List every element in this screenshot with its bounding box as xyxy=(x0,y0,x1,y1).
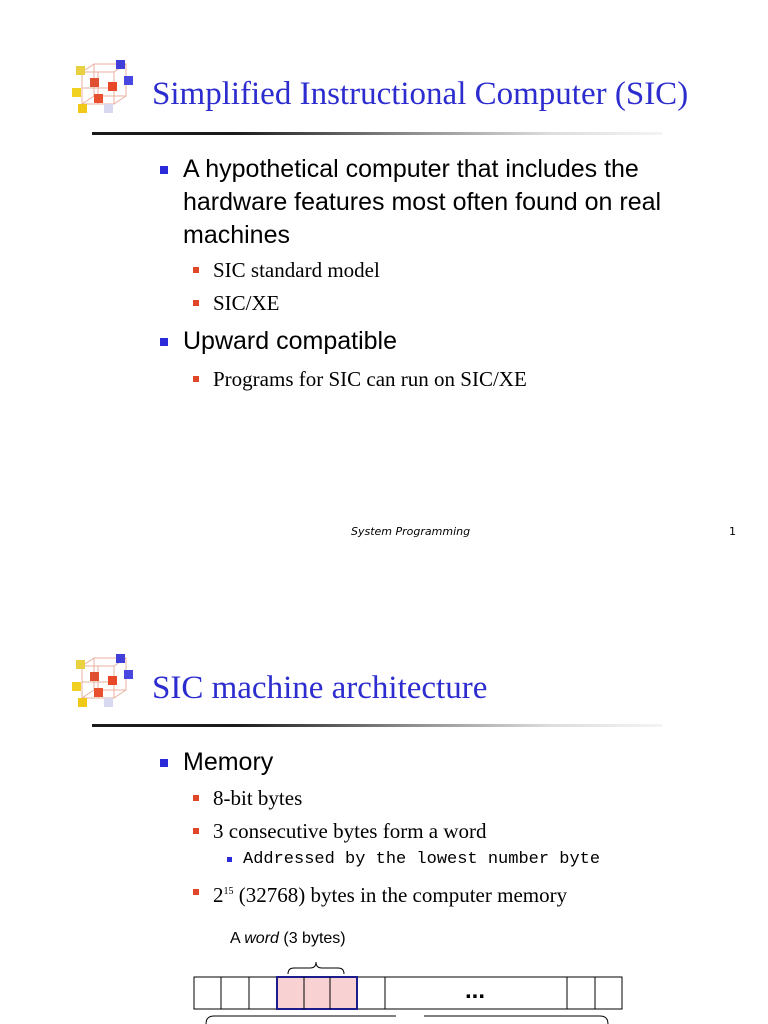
square-bullet-icon xyxy=(160,759,168,767)
cube-lattice-logo-icon xyxy=(68,58,140,118)
word-caption-italic: word xyxy=(244,930,279,947)
square-bullet-icon xyxy=(227,857,232,862)
sub-bullet-text: 8-bit bytes xyxy=(213,786,303,810)
memory-diagram xyxy=(0,952,768,1024)
memsize-rest: (32768) bytes in the computer memory xyxy=(233,883,568,907)
slide-2-title: SIC machine architecture xyxy=(152,670,488,706)
word-caption-suffix: (3 bytes) xyxy=(278,930,346,947)
footer-text: System Programming xyxy=(351,525,471,538)
bullet-memory-text: Memory xyxy=(183,748,274,776)
sub-bullet-text: 3 consecutive bytes form a word xyxy=(213,819,487,843)
square-bullet-icon xyxy=(193,795,199,801)
sub-bullet-text: SIC standard model xyxy=(213,258,380,282)
memsize-base: 2 xyxy=(213,883,224,907)
title-divider xyxy=(92,724,662,727)
square-bullet-icon xyxy=(193,376,199,382)
word-highlight xyxy=(277,977,357,1009)
word-caption xyxy=(230,930,346,948)
square-bullet-icon xyxy=(193,889,199,895)
memsize-exponent: 15 xyxy=(223,886,234,897)
title-divider xyxy=(92,132,662,135)
square-bullet-icon xyxy=(193,300,199,306)
memsize-text xyxy=(213,878,567,909)
sub-sub-bullet-text: Addressed by the lowest number byte xyxy=(243,850,601,869)
sub-bullet-text: SIC/XE xyxy=(213,291,280,315)
word-brace-icon xyxy=(288,962,344,974)
memory-brace-icon xyxy=(206,1016,608,1024)
slide-2 xyxy=(0,592,768,1024)
slide-1-title: Simplified Instructional Computer (SIC) xyxy=(152,76,689,112)
bullet-1-line-3: machines xyxy=(183,221,290,249)
square-bullet-icon xyxy=(193,267,199,273)
sub-bullet-text: Programs for SIC can run on SIC/XE xyxy=(213,367,527,391)
square-bullet-icon xyxy=(160,338,168,346)
square-bullet-icon xyxy=(160,166,168,174)
bullet-1-line-1: A hypothetical computer that includes the xyxy=(183,155,639,183)
memory-strip xyxy=(194,977,622,1009)
bullet-1-line-2: hardware features most often found on real xyxy=(183,188,662,216)
page-number: 1 xyxy=(729,525,736,538)
cube-lattice-logo-icon xyxy=(68,652,140,712)
square-bullet-icon xyxy=(193,828,199,834)
word-caption-prefix: A xyxy=(230,930,245,947)
bullet-2-text: Upward compatible xyxy=(183,327,397,355)
memory-ellipsis: ... xyxy=(464,977,486,1004)
